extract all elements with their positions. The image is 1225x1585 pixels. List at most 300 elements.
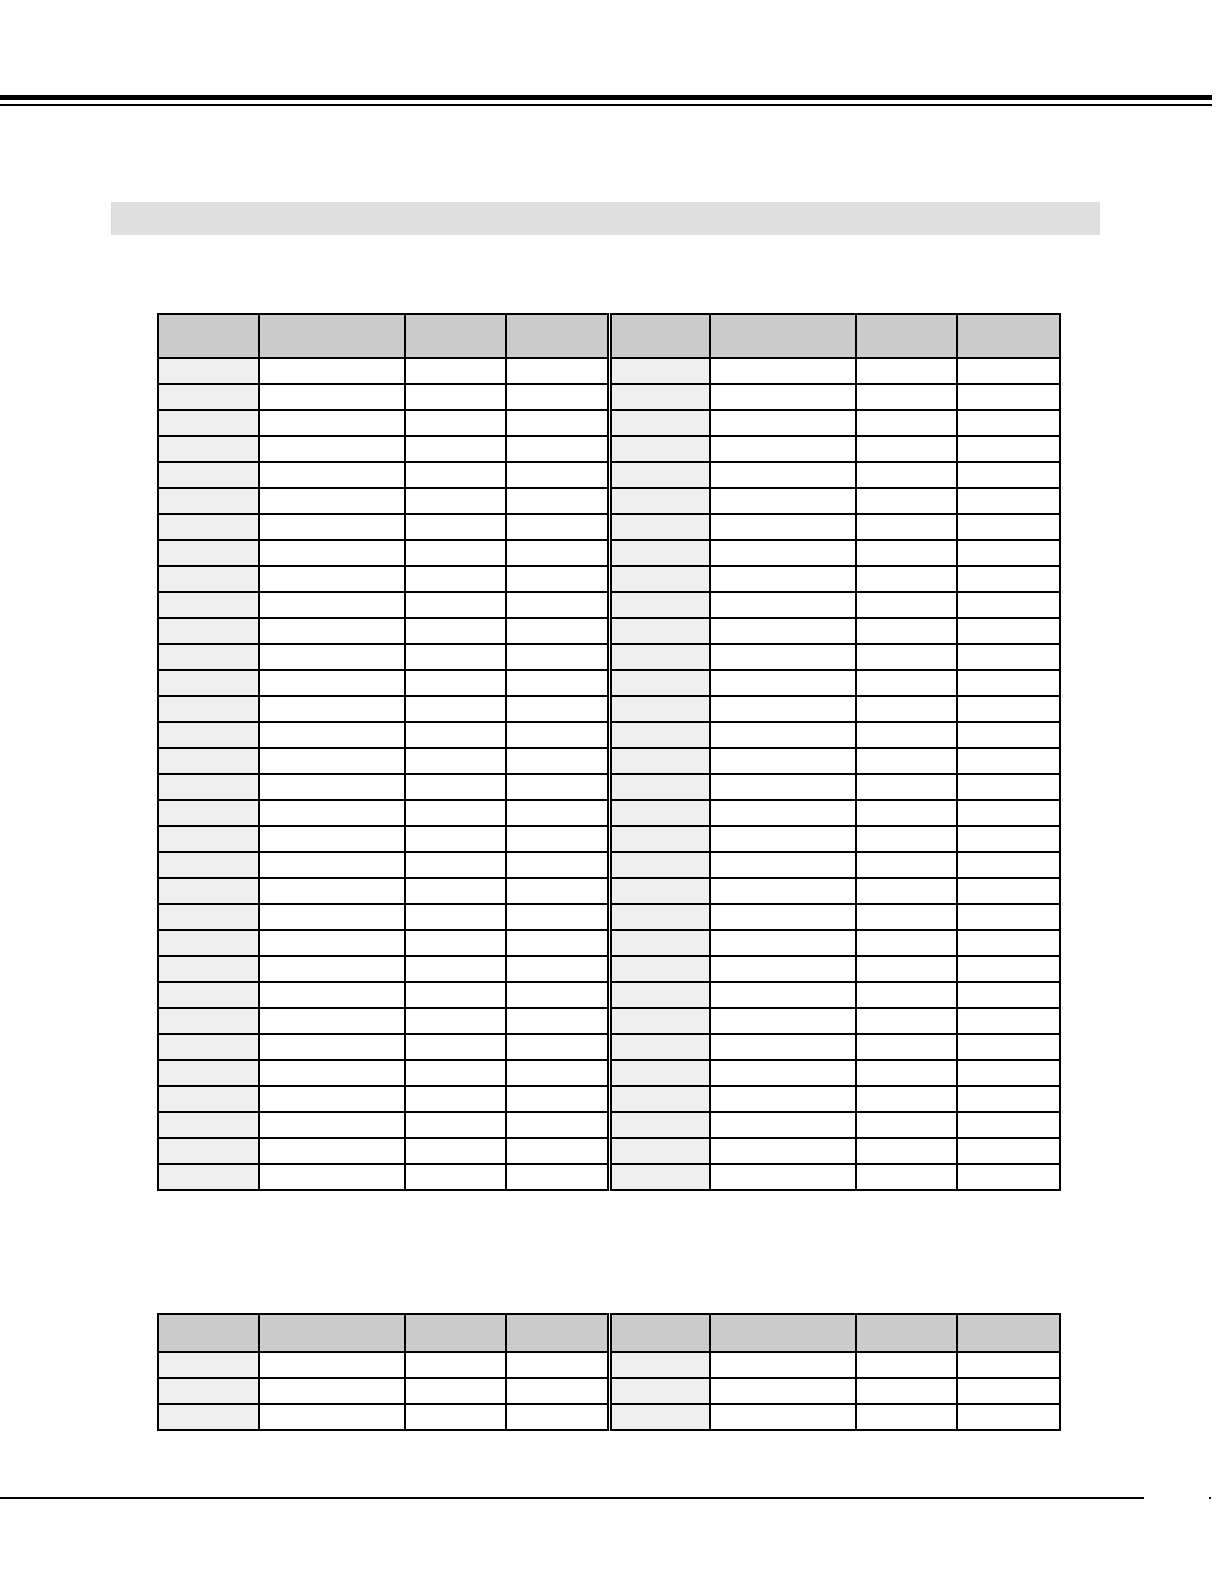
key-cell — [158, 774, 259, 800]
key-cell — [609, 800, 710, 826]
table-row — [158, 462, 1060, 488]
value-cell — [259, 1034, 405, 1060]
table-body — [158, 358, 1060, 1190]
value-cell — [259, 384, 405, 410]
table-row — [158, 384, 1060, 410]
value-cell — [405, 852, 506, 878]
column-header — [506, 314, 609, 358]
key-cell — [158, 488, 259, 514]
key-cell — [609, 384, 710, 410]
table-row — [158, 1112, 1060, 1138]
value-cell — [259, 618, 405, 644]
table-row — [158, 592, 1060, 618]
key-cell — [609, 1138, 710, 1164]
value-cell — [506, 644, 609, 670]
value-cell — [259, 436, 405, 462]
key-cell — [158, 384, 259, 410]
value-cell — [957, 592, 1060, 618]
table-header-row — [158, 1314, 1060, 1352]
table-row — [158, 956, 1060, 982]
value-cell — [405, 1008, 506, 1034]
key-cell — [609, 514, 710, 540]
value-cell — [405, 774, 506, 800]
value-cell — [710, 1404, 856, 1430]
value-cell — [710, 748, 856, 774]
value-cell — [856, 358, 957, 384]
column-header — [405, 1314, 506, 1352]
value-cell — [710, 566, 856, 592]
value-cell — [856, 800, 957, 826]
value-cell — [405, 1352, 506, 1378]
value-cell — [259, 1112, 405, 1138]
value-cell — [405, 384, 506, 410]
value-cell — [957, 774, 1060, 800]
key-cell — [158, 1086, 259, 1112]
page-number — [1209, 1497, 1211, 1499]
key-cell — [609, 1404, 710, 1430]
value-cell — [957, 826, 1060, 852]
key-cell — [158, 826, 259, 852]
key-cell — [158, 1164, 259, 1190]
key-cell — [158, 930, 259, 956]
table-row — [158, 1164, 1060, 1190]
key-cell — [609, 930, 710, 956]
value-cell — [405, 670, 506, 696]
value-cell — [405, 1034, 506, 1060]
value-cell — [259, 1060, 405, 1086]
value-cell — [405, 930, 506, 956]
value-cell — [506, 436, 609, 462]
value-cell — [957, 852, 1060, 878]
value-cell — [506, 826, 609, 852]
value-cell — [259, 1404, 405, 1430]
value-cell — [405, 592, 506, 618]
column-header — [158, 1314, 259, 1352]
value-cell — [506, 930, 609, 956]
value-cell — [710, 696, 856, 722]
data-table-main — [157, 313, 1061, 1191]
value-cell — [259, 904, 405, 930]
value-cell — [957, 566, 1060, 592]
value-cell — [856, 436, 957, 462]
key-cell — [609, 1112, 710, 1138]
value-cell — [506, 1112, 609, 1138]
value-cell — [506, 1378, 609, 1404]
column-header — [609, 314, 710, 358]
value-cell — [957, 1138, 1060, 1164]
table-row — [158, 826, 1060, 852]
column-header — [158, 314, 259, 358]
value-cell — [957, 618, 1060, 644]
value-cell — [506, 1034, 609, 1060]
value-cell — [506, 722, 609, 748]
table-row — [158, 1034, 1060, 1060]
value-cell — [259, 462, 405, 488]
key-cell — [609, 462, 710, 488]
key-cell — [158, 1112, 259, 1138]
value-cell — [710, 618, 856, 644]
value-cell — [957, 1378, 1060, 1404]
value-cell — [856, 1164, 957, 1190]
value-cell — [957, 1112, 1060, 1138]
key-cell — [158, 514, 259, 540]
value-cell — [710, 514, 856, 540]
key-cell — [609, 410, 710, 436]
value-cell — [957, 540, 1060, 566]
table-row — [158, 1086, 1060, 1112]
table-row — [158, 852, 1060, 878]
table-body — [158, 1352, 1060, 1430]
value-cell — [506, 1404, 609, 1430]
value-cell — [710, 1164, 856, 1190]
value-cell — [856, 670, 957, 696]
table-row — [158, 644, 1060, 670]
value-cell — [259, 1378, 405, 1404]
key-cell — [158, 358, 259, 384]
value-cell — [506, 670, 609, 696]
key-cell — [158, 696, 259, 722]
key-cell — [158, 592, 259, 618]
table-row — [158, 670, 1060, 696]
value-cell — [405, 1164, 506, 1190]
value-cell — [506, 488, 609, 514]
value-cell — [259, 800, 405, 826]
value-cell — [710, 722, 856, 748]
key-cell — [609, 774, 710, 800]
table-row — [158, 930, 1060, 956]
value-cell — [259, 722, 405, 748]
value-cell — [405, 462, 506, 488]
key-cell — [609, 540, 710, 566]
key-cell — [609, 904, 710, 930]
key-cell — [609, 878, 710, 904]
table-row — [158, 514, 1060, 540]
key-cell — [609, 670, 710, 696]
key-cell — [609, 1008, 710, 1034]
value-cell — [259, 514, 405, 540]
value-cell — [405, 1404, 506, 1430]
footer-rule — [0, 1497, 1144, 1499]
value-cell — [710, 1378, 856, 1404]
value-cell — [259, 358, 405, 384]
key-cell — [609, 696, 710, 722]
value-cell — [856, 1378, 957, 1404]
value-cell — [506, 462, 609, 488]
value-cell — [957, 956, 1060, 982]
value-cell — [405, 1378, 506, 1404]
value-cell — [506, 592, 609, 618]
value-cell — [506, 410, 609, 436]
value-cell — [259, 982, 405, 1008]
header-rule — [0, 95, 1212, 107]
value-cell — [259, 566, 405, 592]
value-cell — [856, 462, 957, 488]
value-cell — [856, 930, 957, 956]
key-cell — [158, 878, 259, 904]
key-cell — [158, 800, 259, 826]
value-cell — [405, 488, 506, 514]
value-cell — [259, 488, 405, 514]
key-cell — [609, 1164, 710, 1190]
value-cell — [506, 618, 609, 644]
value-cell — [710, 670, 856, 696]
key-cell — [609, 1060, 710, 1086]
value-cell — [259, 774, 405, 800]
value-cell — [856, 956, 957, 982]
value-cell — [957, 904, 1060, 930]
value-cell — [957, 1352, 1060, 1378]
value-cell — [856, 1138, 957, 1164]
value-cell — [710, 644, 856, 670]
value-cell — [506, 696, 609, 722]
table-row — [158, 540, 1060, 566]
column-header — [405, 314, 506, 358]
value-cell — [405, 1060, 506, 1086]
key-cell — [158, 982, 259, 1008]
key-cell — [158, 1378, 259, 1404]
value-cell — [710, 1138, 856, 1164]
table-row — [158, 1138, 1060, 1164]
table-row — [158, 878, 1060, 904]
key-cell — [609, 1086, 710, 1112]
table-row — [158, 800, 1060, 826]
value-cell — [259, 852, 405, 878]
value-cell — [405, 696, 506, 722]
value-cell — [957, 1404, 1060, 1430]
value-cell — [856, 1086, 957, 1112]
key-cell — [609, 1034, 710, 1060]
table-row — [158, 774, 1060, 800]
header-rule-thin — [0, 104, 1212, 106]
value-cell — [259, 1352, 405, 1378]
table-row — [158, 358, 1060, 384]
value-cell — [506, 878, 609, 904]
key-cell — [609, 956, 710, 982]
value-cell — [259, 930, 405, 956]
column-header — [957, 1314, 1060, 1352]
value-cell — [710, 540, 856, 566]
value-cell — [856, 592, 957, 618]
value-cell — [710, 1112, 856, 1138]
value-cell — [405, 1086, 506, 1112]
key-cell — [609, 722, 710, 748]
key-cell — [158, 618, 259, 644]
value-cell — [856, 514, 957, 540]
data-table-secondary — [157, 1313, 1061, 1431]
value-cell — [259, 1086, 405, 1112]
value-cell — [506, 852, 609, 878]
key-cell — [158, 1060, 259, 1086]
key-cell — [158, 436, 259, 462]
value-cell — [856, 566, 957, 592]
value-cell — [259, 670, 405, 696]
value-cell — [957, 1008, 1060, 1034]
value-cell — [506, 904, 609, 930]
value-cell — [710, 852, 856, 878]
value-cell — [957, 384, 1060, 410]
key-cell — [609, 358, 710, 384]
value-cell — [710, 358, 856, 384]
value-cell — [506, 982, 609, 1008]
key-cell — [609, 826, 710, 852]
key-cell — [158, 1008, 259, 1034]
value-cell — [506, 1164, 609, 1190]
value-cell — [506, 1008, 609, 1034]
section-title-band — [111, 202, 1100, 235]
value-cell — [506, 1086, 609, 1112]
header-rule-thick — [0, 95, 1212, 100]
column-header — [259, 1314, 405, 1352]
value-cell — [957, 410, 1060, 436]
value-cell — [856, 1404, 957, 1430]
column-header — [259, 314, 405, 358]
value-cell — [405, 1138, 506, 1164]
value-cell — [405, 826, 506, 852]
value-cell — [405, 644, 506, 670]
value-cell — [856, 982, 957, 1008]
value-cell — [957, 696, 1060, 722]
value-cell — [957, 982, 1060, 1008]
value-cell — [710, 878, 856, 904]
table-row — [158, 904, 1060, 930]
column-header — [710, 1314, 856, 1352]
value-cell — [259, 1138, 405, 1164]
key-cell — [609, 592, 710, 618]
value-cell — [710, 1352, 856, 1378]
value-cell — [856, 644, 957, 670]
column-header — [609, 1314, 710, 1352]
value-cell — [259, 696, 405, 722]
value-cell — [856, 384, 957, 410]
value-cell — [259, 592, 405, 618]
value-cell — [405, 514, 506, 540]
value-cell — [259, 1164, 405, 1190]
key-cell — [609, 644, 710, 670]
value-cell — [506, 748, 609, 774]
key-cell — [609, 618, 710, 644]
key-cell — [609, 566, 710, 592]
column-header — [957, 314, 1060, 358]
value-cell — [856, 878, 957, 904]
value-cell — [405, 722, 506, 748]
value-cell — [405, 358, 506, 384]
table-row — [158, 982, 1060, 1008]
value-cell — [957, 1034, 1060, 1060]
value-cell — [405, 1112, 506, 1138]
value-cell — [710, 774, 856, 800]
value-cell — [856, 774, 957, 800]
value-cell — [957, 514, 1060, 540]
key-cell — [158, 904, 259, 930]
value-cell — [259, 1008, 405, 1034]
table-row — [158, 1060, 1060, 1086]
table-row — [158, 1378, 1060, 1404]
value-cell — [405, 748, 506, 774]
value-cell — [506, 1352, 609, 1378]
table-row — [158, 436, 1060, 462]
value-cell — [957, 1060, 1060, 1086]
value-cell — [259, 644, 405, 670]
key-cell — [158, 1404, 259, 1430]
value-cell — [710, 488, 856, 514]
value-cell — [957, 358, 1060, 384]
value-cell — [856, 1060, 957, 1086]
table-row — [158, 618, 1060, 644]
value-cell — [710, 1008, 856, 1034]
value-cell — [957, 644, 1060, 670]
value-cell — [710, 800, 856, 826]
key-cell — [158, 566, 259, 592]
value-cell — [710, 982, 856, 1008]
key-cell — [609, 748, 710, 774]
value-cell — [710, 956, 856, 982]
value-cell — [957, 748, 1060, 774]
value-cell — [506, 1060, 609, 1086]
value-cell — [856, 722, 957, 748]
value-cell — [506, 358, 609, 384]
value-cell — [710, 462, 856, 488]
value-cell — [710, 1086, 856, 1112]
value-cell — [710, 1060, 856, 1086]
value-cell — [405, 410, 506, 436]
key-cell — [158, 410, 259, 436]
value-cell — [405, 618, 506, 644]
value-cell — [710, 826, 856, 852]
value-cell — [957, 436, 1060, 462]
value-cell — [710, 436, 856, 462]
value-cell — [506, 956, 609, 982]
value-cell — [710, 384, 856, 410]
value-cell — [957, 462, 1060, 488]
key-cell — [158, 1138, 259, 1164]
key-cell — [609, 1378, 710, 1404]
key-cell — [609, 852, 710, 878]
value-cell — [856, 1034, 957, 1060]
key-cell — [158, 462, 259, 488]
column-header — [856, 314, 957, 358]
value-cell — [856, 488, 957, 514]
key-cell — [609, 488, 710, 514]
value-cell — [957, 488, 1060, 514]
value-cell — [856, 1352, 957, 1378]
table-header-row — [158, 314, 1060, 358]
value-cell — [506, 800, 609, 826]
key-cell — [158, 670, 259, 696]
value-cell — [856, 1112, 957, 1138]
value-cell — [259, 748, 405, 774]
table-row — [158, 1404, 1060, 1430]
table-row — [158, 488, 1060, 514]
value-cell — [405, 878, 506, 904]
value-cell — [405, 436, 506, 462]
value-cell — [405, 800, 506, 826]
value-cell — [506, 540, 609, 566]
value-cell — [405, 540, 506, 566]
value-cell — [957, 878, 1060, 904]
table-row — [158, 410, 1060, 436]
table-row — [158, 722, 1060, 748]
key-cell — [609, 982, 710, 1008]
table-row — [158, 696, 1060, 722]
value-cell — [957, 670, 1060, 696]
value-cell — [259, 540, 405, 566]
key-cell — [609, 1352, 710, 1378]
value-cell — [259, 878, 405, 904]
column-header — [506, 1314, 609, 1352]
value-cell — [710, 1034, 856, 1060]
value-cell — [957, 722, 1060, 748]
value-cell — [856, 826, 957, 852]
